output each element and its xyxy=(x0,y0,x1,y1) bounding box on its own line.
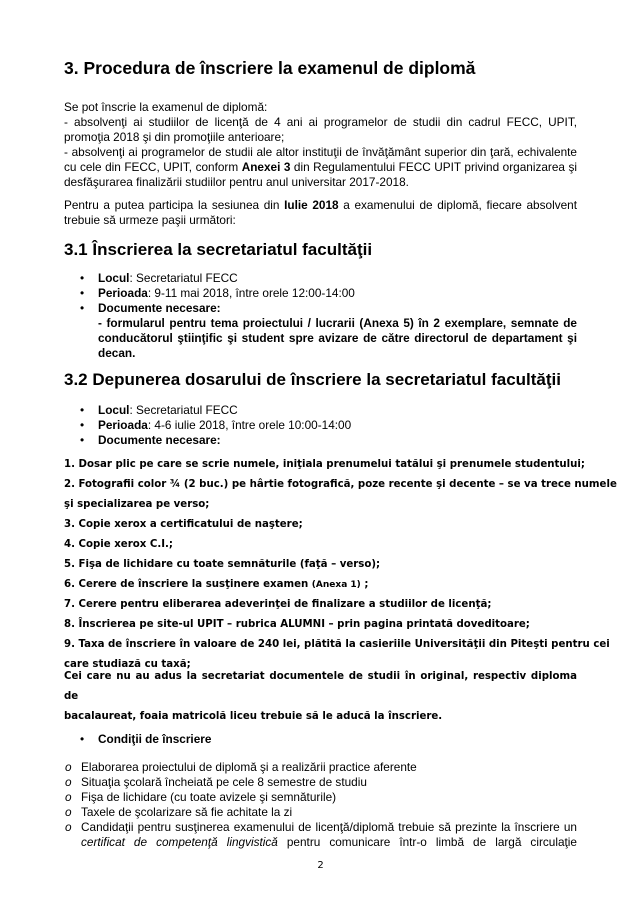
annex-reference: (Anexa 1) xyxy=(311,580,361,590)
bullet-dot-icon: • xyxy=(80,732,85,746)
original-documents-note: Cei care nu au adus la secretariat documentele de studii în original, respectiv diploma de bacalaureat, foaia matricolă liceu trebuie să le aducă la înscriere. xyxy=(64,671,577,722)
circle-o-icon: o xyxy=(65,775,72,789)
section-3-1-list xyxy=(64,271,577,361)
document-item: 2. Fotografii color ¾ (2 buc.) pe hârtie fotografică, poze recente şi decente – se va trece numele şi specializarea pe verso; xyxy=(64,479,617,510)
participation-line: trebuie să urmeze paşii următori: xyxy=(64,213,236,227)
list-item: • Perioada: 4-6 iulie 2018, între orele 10:00-14:00 xyxy=(80,418,352,432)
list-item xyxy=(64,732,577,747)
conditions-title: Condiţii de înscriere xyxy=(98,732,212,746)
list-item: - formularul pentru tema proiectului / lucrarii (Anexa 5) în 2 exemplare, semnate de conducătorul ştiinţific şi student spre avizare de către directorul de departament şi decan. xyxy=(98,316,577,360)
condition-item: o Elaborarea proiectului de diplomă şi a realizării practice aferente xyxy=(65,760,417,774)
document-item: 8. Înscrierea pe site-ul UPIT – rubrica ALUMNI – prin pagina printată doveditoare; xyxy=(64,619,530,630)
intro-line: promoţia 2018 şi din promoţiile anterioare; xyxy=(64,130,285,144)
document-item: 9. Taxa de înscriere în valoare de 240 lei, plătită la casieriile Universităţii din Piteşti pentru cei care studiază cu taxă; xyxy=(64,639,610,670)
document-item: 1. Dosar plic pe care se scrie numele, iniţiala prenumelui tatălui şi prenumele studentului; xyxy=(64,459,585,470)
bullet-dot-icon: • xyxy=(80,301,85,315)
list-item: • Locul: Secretariatul FECC xyxy=(80,403,238,417)
intro-line: - absolvenţi ai programelor de studii ale altor instituţii de învăţământ superior din ţară, echivalente xyxy=(64,145,577,159)
condition-item: o Fişa de lichidare (cu toate avizele şi semnăturile) xyxy=(65,790,337,804)
intro-line: - absolvenţi ai studiilor de licenţă de 4 ani ai programelor de studii din cadrul FECC, UPIT, xyxy=(64,115,577,129)
participation-line: Pentru a putea participa la sesiunea din Iulie 2018 a examenului de diplomă, fiecare absolvent xyxy=(64,198,577,212)
list-item: • Documente necesare: xyxy=(80,433,221,447)
document-item: 4. Copie xerox C.I.; xyxy=(64,539,173,550)
page-title: 3. Procedura de înscriere la examenul de diplomă xyxy=(64,58,476,78)
language-certificate: certificat de competenţă lingvistică xyxy=(81,835,278,849)
document-item: 6. Cerere de înscriere la susţinere examen (Anexa 1) ; xyxy=(64,579,369,590)
condition-item: o Taxele de şcolarizare să fie achitate la zi xyxy=(65,805,293,819)
documents-list xyxy=(64,455,617,675)
section-3-2-title: 3.2 Depunerea dosarului de înscriere la secretariatul facultăţii xyxy=(64,370,561,389)
document-item: 5. Fişa de lichidare cu toate semnăturile (faţă – verso); xyxy=(64,559,381,570)
session-date: Iulie 2018 xyxy=(284,198,339,212)
circle-o-icon: o xyxy=(65,760,72,774)
circle-o-icon: o xyxy=(65,820,72,834)
condition-item: o Situaţia şcolară încheiată pe cele 8 semestre de studiu xyxy=(65,775,367,789)
bullet-dot-icon: • xyxy=(80,433,85,447)
section-3-1-title: 3.1 Înscrierea la secretariatul facultăţii xyxy=(64,240,373,259)
list-item: • Documente necesare: xyxy=(80,301,221,315)
circle-o-icon: o xyxy=(65,805,72,819)
condition-item: o Candidaţii pentru susţinerea examenului de licenţă/diplomă trebuie să prezinte la înscriere un certificat de competenţă lingvistică pentru comunicare într-o limbă de largă circulaţie xyxy=(65,820,577,849)
intro-paragraph xyxy=(64,100,577,190)
document-item: 3. Copie xerox a certificatului de naştere; xyxy=(64,519,303,530)
annex-reference: Anexei 3 xyxy=(241,160,291,174)
bullet-dot-icon: • xyxy=(80,403,85,417)
intro-line: desfăşurarea finalizării studiilor pentru anul universitar 2017-2018. xyxy=(64,175,409,189)
conditions-list xyxy=(64,760,577,850)
circle-o-icon: o xyxy=(65,790,72,804)
section-3-2-list xyxy=(64,403,577,448)
participation-paragraph xyxy=(64,198,577,228)
bullet-dot-icon: • xyxy=(80,418,85,432)
intro-line: Se pot înscrie la examenul de diplomă: xyxy=(64,100,268,114)
list-item: • Locul: Secretariatul FECC xyxy=(80,271,238,285)
conditions-heading-list xyxy=(64,732,577,747)
intro-line: cu cele din FECC, UPIT, conform Anexei 3 din Regulamentului FECC UPIT privind organizarea şi xyxy=(64,160,577,174)
list-item: • Perioada: 9-11 mai 2018, între orele 12:00-14:00 xyxy=(80,286,355,300)
page-number: 2 xyxy=(317,860,324,871)
bullet-dot-icon: • xyxy=(80,286,85,300)
bullet-dot-icon: • xyxy=(80,271,85,285)
document-item: 7. Cerere pentru eliberarea adeverinţei de finalizare a studiilor de licenţă; xyxy=(64,599,492,610)
